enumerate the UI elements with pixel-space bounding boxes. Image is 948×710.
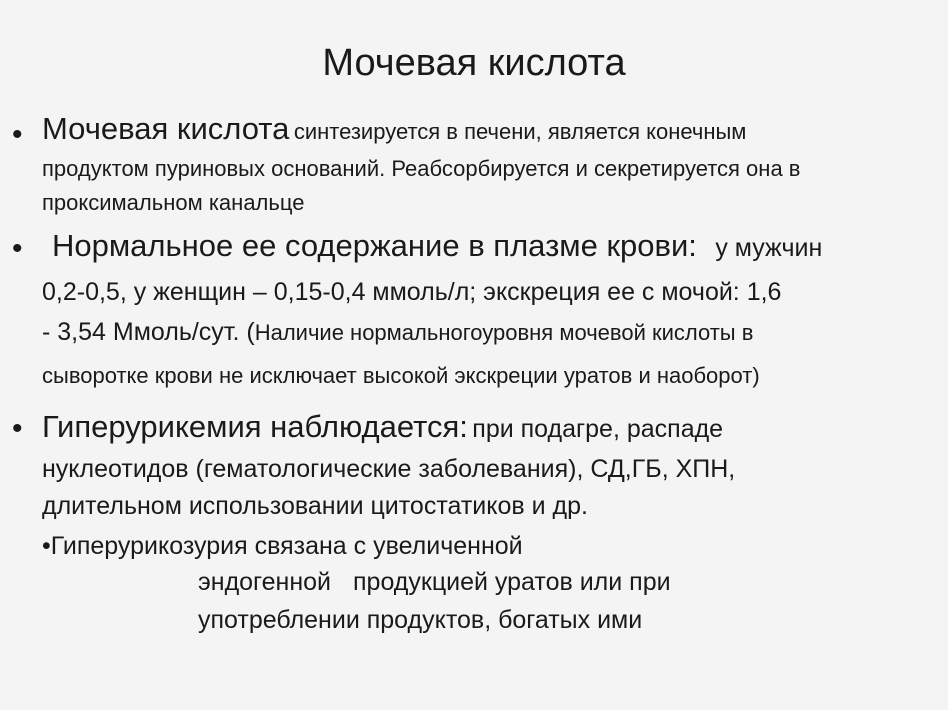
bullet-3-text-2: нуклеотидов (гематологические заболевания), СД,ГБ, ХПН, (42, 455, 736, 483)
bullet-item-2 (42, 226, 942, 396)
slide-title: Мочевая кислота (322, 42, 626, 84)
bullet-3-text-3: длительном использовании цитостатиков и др. (42, 492, 588, 520)
sub-bullet-line-1: •Гиперурикозурия связана с увеличенной (42, 532, 523, 560)
bullet-2-lead: Нормальное ее содержание в плазме крови: (52, 228, 697, 263)
bullet-2-text-1: у мужчин (715, 234, 823, 262)
sub-bullet-line-3: употреблении продуктов, богатых ими (198, 606, 643, 634)
bullet-2-text-2: 0,2-0,5, у женщин – 0,15-0,4 ммоль/л; экскреция ее с мочой: 1,6 (42, 278, 782, 306)
bullet-dot-1: • (12, 118, 23, 151)
sub-bullet-text-2b: продукцией уратов или при (353, 568, 671, 596)
bullet-2-text-3b: Наличие нормальногоуровня мочевой кислоты в (254, 320, 754, 345)
sub-bullet-line-2 (198, 564, 671, 600)
sub-bullet-text-2a: эндогенной (198, 568, 332, 596)
bullet-3-text-1: при подагре, распаде (472, 415, 724, 443)
bullet-3-lead: Гиперурикемия наблюдается: (42, 409, 468, 444)
bullet-1-text-1: синтезируется в печени, является конечным (293, 119, 747, 144)
bullet-item-1 (42, 112, 942, 220)
bullet-item-3 (42, 408, 942, 525)
bullet-2-text-4: сыворотке крови не исключает высокой экскреции уратов и наоборот) (42, 363, 760, 388)
bullet-2-text-3a: - 3,54 Ммоль/сут. ( (42, 318, 255, 346)
bullet-1-text-3: проксимальном канальце (42, 190, 305, 215)
bullet-1-text-2: продуктом пуриновых оснований. Реабсорбируется и секретируется она в (42, 156, 801, 181)
bullet-1-lead: Мочевая кислота (42, 111, 290, 146)
bullet-dot-2: • (12, 232, 23, 265)
bullet-dot-3: • (12, 412, 23, 445)
